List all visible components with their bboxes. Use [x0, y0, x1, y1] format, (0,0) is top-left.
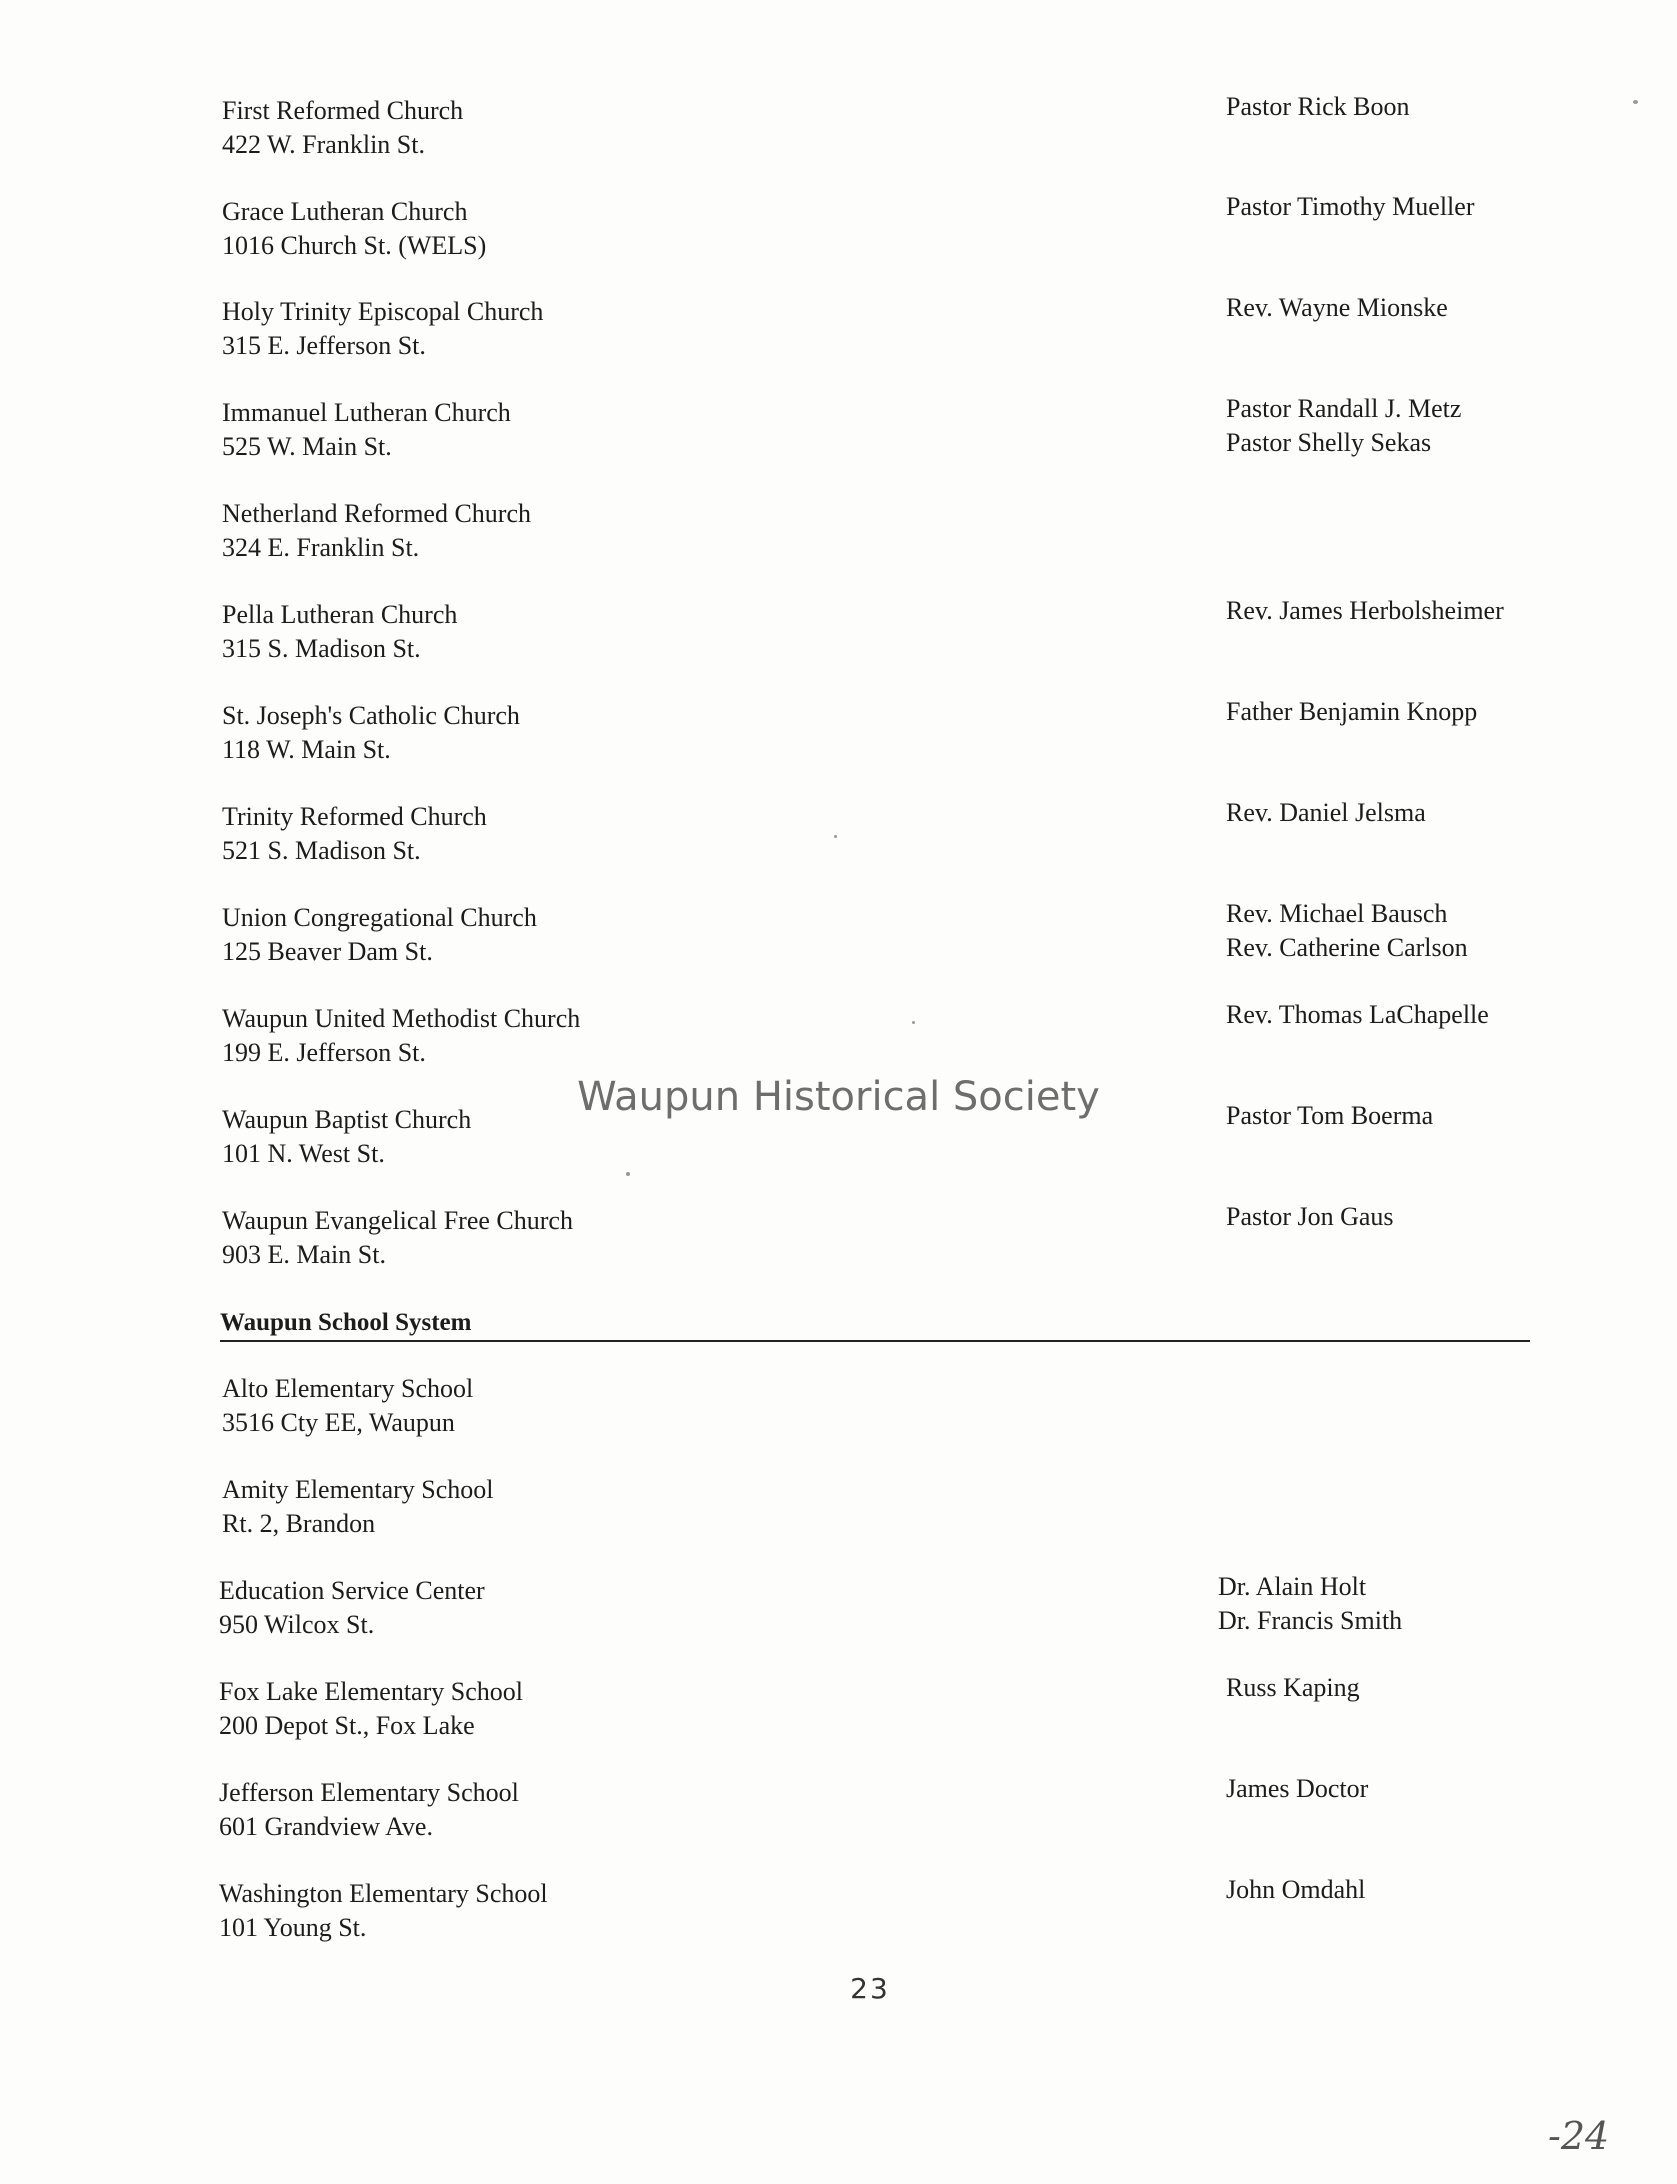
- church-people-pella-lutheran: [1226, 594, 1656, 628]
- person-name: Father Benjamin Knopp: [1226, 697, 1478, 726]
- church-entry-trinity-reformed: [222, 800, 1042, 868]
- church-people-grace-lutheran: [1226, 190, 1656, 224]
- church-people-st-josephs: [1226, 695, 1656, 729]
- entry-address: 324 E. Franklin St.: [222, 533, 420, 562]
- entry-name: Grace Lutheran Church: [222, 197, 468, 226]
- person-name: Dr. Francis Smith: [1218, 1606, 1403, 1635]
- entry-name: Washington Elementary School: [219, 1879, 548, 1908]
- school-people-washington: [1226, 1873, 1656, 1907]
- church-people-first-reformed: [1226, 90, 1656, 124]
- entry-name: Pella Lutheran Church: [222, 600, 458, 629]
- person-name: Rev. Catherine Carlson: [1226, 933, 1468, 962]
- church-people-waupun-united-methodist: [1226, 998, 1656, 1032]
- person-name: Rev. James Herbolsheimer: [1226, 596, 1504, 625]
- scan-speck: [834, 835, 837, 838]
- entry-name: Amity Elementary School: [222, 1475, 494, 1504]
- person-name: Rev. Michael Bausch: [1226, 899, 1448, 928]
- school-entry-jefferson: [219, 1776, 1039, 1844]
- entry-name: Immanuel Lutheran Church: [222, 398, 511, 427]
- entry-address: 422 W. Franklin St.: [222, 130, 425, 159]
- person-name: Pastor Rick Boon: [1226, 92, 1410, 121]
- entry-name: Jefferson Elementary School: [219, 1778, 519, 1807]
- church-entry-waupun-united-methodist: [222, 1002, 1042, 1070]
- person-name: John Omdahl: [1226, 1875, 1366, 1904]
- entry-address: 200 Depot St., Fox Lake: [219, 1711, 475, 1740]
- school-entry-fox-lake: [219, 1675, 1039, 1743]
- entry-address: Rt. 2, Brandon: [222, 1509, 376, 1538]
- page-number: 23: [850, 1972, 890, 2005]
- church-entry-st-josephs: [222, 699, 1042, 767]
- school-entry-washington: [219, 1877, 1039, 1945]
- church-people-immanuel-lutheran: [1226, 392, 1656, 460]
- entry-name: Waupun United Methodist Church: [222, 1004, 581, 1033]
- entry-address: 125 Beaver Dam St.: [222, 937, 433, 966]
- church-people-trinity-reformed: [1226, 796, 1656, 830]
- person-name: Rev. Wayne Mionske: [1226, 293, 1448, 322]
- entry-address: 315 E. Jefferson St.: [222, 331, 426, 360]
- person-name: Pastor Jon Gaus: [1226, 1202, 1394, 1231]
- church-entry-union-congregational: [222, 901, 1042, 969]
- entry-name: Netherland Reformed Church: [222, 499, 532, 528]
- scan-speck: [912, 1021, 915, 1024]
- entry-address: 601 Grandview Ave.: [219, 1812, 433, 1841]
- entry-address: 1016 Church St. (WELS): [222, 231, 487, 260]
- school-entry-education-service-center: [219, 1574, 1039, 1642]
- school-entry-alto: [222, 1372, 1042, 1440]
- school-people-jefferson: [1226, 1772, 1656, 1806]
- person-name: Pastor Shelly Sekas: [1226, 428, 1432, 457]
- scan-speck: [1633, 100, 1638, 104]
- church-entry-pella-lutheran: [222, 598, 1042, 666]
- entry-address: 199 E. Jefferson St.: [222, 1038, 426, 1067]
- church-entry-first-reformed: [222, 94, 1042, 162]
- person-name: Pastor Tom Boerma: [1226, 1101, 1434, 1130]
- school-entry-amity: [222, 1473, 1042, 1541]
- entry-name: Fox Lake Elementary School: [219, 1677, 523, 1706]
- section-heading-school-system: Waupun School System: [220, 1306, 1530, 1342]
- entry-address: 903 E. Main St.: [222, 1240, 386, 1269]
- entry-address: 521 S. Madison St.: [222, 836, 421, 865]
- entry-name: Holy Trinity Episcopal Church: [222, 297, 544, 326]
- person-name: Rev. Thomas LaChapelle: [1226, 1000, 1489, 1029]
- church-people-waupun-evangelical-free: [1226, 1200, 1656, 1234]
- entry-name: St. Joseph's Catholic Church: [222, 701, 520, 730]
- scan-speck: [626, 1172, 630, 1176]
- entry-address: 118 W. Main St.: [222, 735, 391, 764]
- person-name: Pastor Timothy Mueller: [1226, 192, 1475, 221]
- person-name: Dr. Alain Holt: [1218, 1572, 1367, 1601]
- entry-address: 3516 Cty EE, Waupun: [222, 1408, 455, 1437]
- church-entry-waupun-evangelical-free: [222, 1204, 1042, 1272]
- church-people-holy-trinity: [1226, 291, 1656, 325]
- church-entry-immanuel-lutheran: [222, 396, 1042, 464]
- person-name: James Doctor: [1226, 1774, 1369, 1803]
- entry-name: Waupun Evangelical Free Church: [222, 1206, 573, 1235]
- entry-address: 101 N. West St.: [222, 1139, 385, 1168]
- school-people-fox-lake: [1226, 1671, 1656, 1705]
- church-entry-grace-lutheran: [222, 195, 1042, 263]
- church-entry-holy-trinity: [222, 295, 1042, 363]
- entry-address: 950 Wilcox St.: [219, 1610, 375, 1639]
- entry-address: 525 W. Main St.: [222, 432, 392, 461]
- entry-address: 101 Young St.: [219, 1913, 367, 1942]
- entry-address: 315 S. Madison St.: [222, 634, 421, 663]
- entry-name: Education Service Center: [219, 1576, 485, 1605]
- person-name: Rev. Daniel Jelsma: [1226, 798, 1426, 827]
- entry-name: Alto Elementary School: [222, 1374, 474, 1403]
- watermark: Waupun Historical Society: [577, 1074, 1100, 1120]
- school-people-education-service-center: [1218, 1570, 1648, 1638]
- church-entry-netherland-reformed: [222, 497, 1042, 565]
- person-name: Russ Kaping: [1226, 1673, 1360, 1702]
- entry-name: Union Congregational Church: [222, 903, 537, 932]
- entry-name: Trinity Reformed Church: [222, 802, 487, 831]
- entry-name: Waupun Baptist Church: [222, 1105, 472, 1134]
- church-people-union-congregational: [1226, 897, 1656, 965]
- person-name: Pastor Randall J. Metz: [1226, 394, 1462, 423]
- entry-name: First Reformed Church: [222, 96, 464, 125]
- handwritten-page-note: -24: [1548, 2114, 1610, 2158]
